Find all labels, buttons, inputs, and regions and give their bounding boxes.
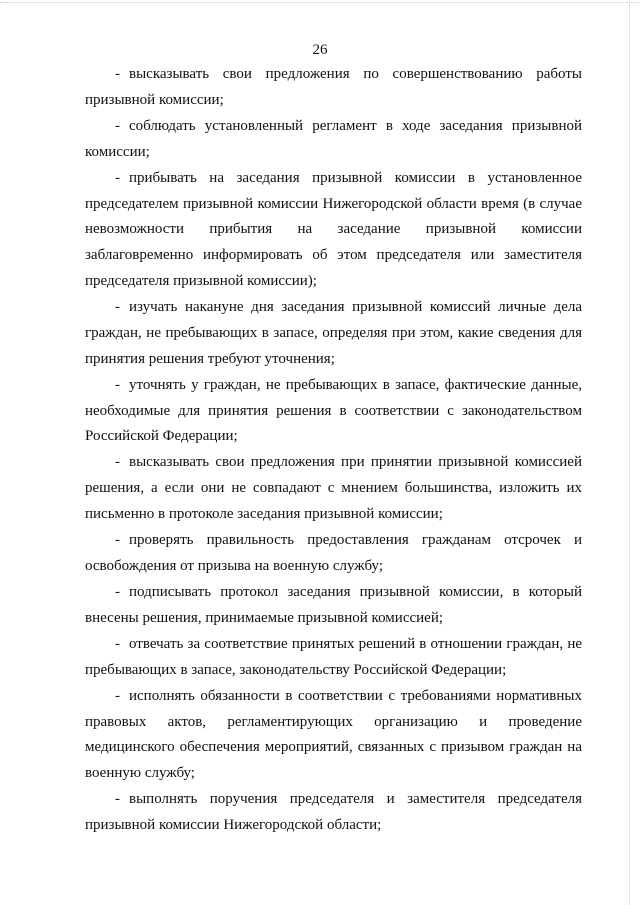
bullet-dash: - (115, 376, 120, 393)
list-item-text: высказывать свои предложения по совершенствованию работы призывной комиссии; (85, 66, 582, 108)
list-item-text: прибывать на заседания призывной комиссии в установленное председателем призывной комиссии Нижегородской области время (в случае невозможности прибытия на заседание призывной комиссии заблаговременно информировать об этом председателя или заместителя председателя призывной комиссии); (85, 169, 582, 289)
scan-top-edge (0, 2, 640, 3)
bullet-dash: - (115, 687, 120, 704)
bullet-dash: - (115, 635, 120, 652)
list-item-text: исполнять обязанности в соответствии с требованиями нормативных правовых актов, регламентирующих организацию и проведение медицинского обеспечения мероприятий, связанных с призывом граждан на военную службу; (85, 687, 582, 782)
list-item (85, 684, 582, 787)
list-item (85, 373, 582, 450)
document-body (85, 62, 582, 839)
list-item (85, 580, 582, 632)
page-number: 26 (312, 42, 328, 58)
bullet-dash: - (115, 532, 120, 549)
list-item-text: соблюдать установленный регламент в ходе заседания призывной комиссии; (85, 117, 582, 160)
list-item (85, 295, 582, 372)
list-item-text: выполнять поручения председателя и заместителя председателя призывной комиссии Нижегородской области; (85, 791, 582, 834)
list-item (85, 114, 582, 166)
bullet-dash: - (115, 454, 120, 471)
list-item (85, 528, 582, 580)
list-item (85, 787, 582, 839)
bullet-dash: - (115, 791, 120, 808)
list-item-text: отвечать за соответствие принятых решений в отношении граждан, не пребывающих в запасе, законодательству Российской Федерации; (85, 635, 582, 678)
list-item-text: проверять правильность предоставления гражданам отсрочек и освобождения от призыва на военную службу; (85, 532, 582, 574)
scan-right-edge (629, 0, 630, 905)
bullet-dash: - (115, 299, 120, 316)
list-item-text: изучать накануне дня заседания призывной комиссий личные дела граждан, не пребывающих в запасе, определяя при этом, какие сведения для принятия решения требуют уточнения; (85, 299, 582, 367)
bullet-dash: - (115, 117, 120, 134)
list-item (85, 632, 582, 684)
list-item-text: высказывать свои предложения при принятии призывной комиссией решения, а если они не совпадают с мнением большинства, изложить их письменно в протоколе заседания призывной комиссии; (85, 454, 582, 523)
bullet-dash: - (115, 169, 120, 186)
list-item-text: уточнять у граждан, не пребывающих в запасе, фактические данные, необходимые для принятия решения в соответствии с законодательством Российской Федерации; (85, 376, 582, 445)
bullet-dash: - (115, 66, 120, 82)
list-item (85, 450, 582, 527)
bullet-dash: - (115, 584, 120, 601)
list-item-text: подписывать протокол заседания призывной комиссии, в который внесены решения, принимаемые призывной комиссией; (85, 584, 582, 626)
list-item (85, 62, 582, 114)
list-item (85, 166, 582, 295)
